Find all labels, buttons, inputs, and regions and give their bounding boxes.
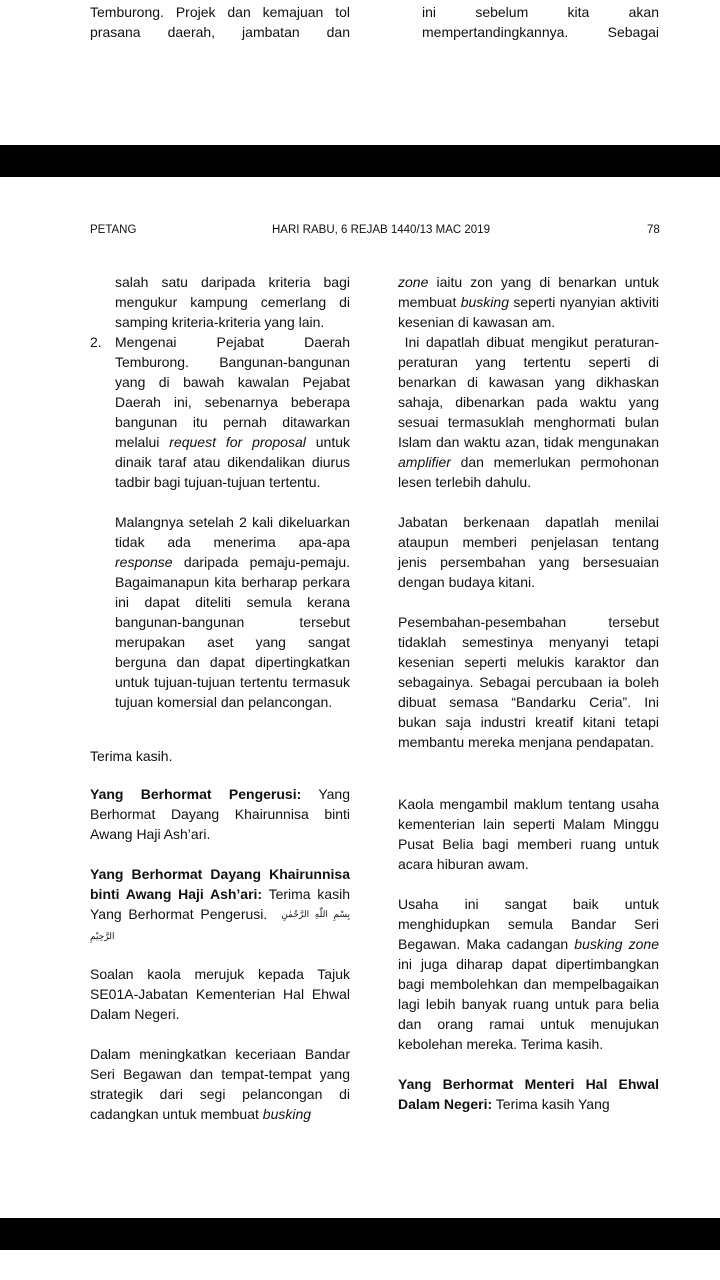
right-p6-text-b: ini juga diharap dapat dipertimbangkan bagi membolehkan dan mempelbagaikan lagi lebih banyak ruang untuk para belia dan orang ramai untuk menujukan kebolehan mereka. Terima kasih.: [398, 956, 659, 1052]
page-separator-bar-bottom: [0, 1218, 720, 1250]
left-last-text: Dalam meningkatkan keceriaan Bandar Seri Begawan dan tempat-tempat yang strategik dari segi pelancongan di cadangkan untuk membuat: [90, 1046, 350, 1122]
list-item-2-text-b: untuk dinaik taraf atau dikendalikan diurus tadbir bagi tujuan-tujuan tertentu.: [115, 434, 351, 490]
speaker-pengerusi: [90, 784, 350, 844]
left-p1-line-1: salah satu daripada kriteria bagi: [115, 274, 350, 290]
prev-right-line-1: ini sebelum kita akan: [422, 4, 659, 20]
speaker-menteri: [398, 1074, 659, 1114]
left-p1-line-2: mengukur kampung cemerlang di: [115, 294, 350, 310]
header-session: PETANG: [90, 224, 137, 236]
left-p1-line-3: samping kriteria-kriteria yang lain.: [115, 314, 325, 330]
bismillah-calligraphy: بِسْمِ اللّٰهِ الرَّحْمٰنِ الرَّحِيْمِ: [90, 910, 350, 942]
speaker-3-text: Terima kasih Yang: [495, 1096, 610, 1112]
right-para-zone: [398, 272, 659, 332]
list-item-2-text: [115, 332, 350, 492]
right-para-kaola: Kaola mengambil maklum tentang usaha kementerian lain seperti Malam Minggu Pusat Belia bagi memberi ruang untuk acara hiburan awam.: [398, 796, 659, 872]
speaker-2-name: Yang Berhormat Dayang Khairunnisa binti Awang Haji Ash’ari:: [90, 866, 350, 902]
list-item-2-text-a: Mengenai Pejabat Daerah Temburong. Bangunan-bangunan yang di bawah kawalan Pejabat Daerah ini, sebenarnya beberapa bangunan itu pernah ditawarkan melalui: [115, 334, 350, 450]
left-p3-italic: response: [115, 554, 173, 570]
right-p2-text-a: Ini dapatlah dibuat mengikut peraturan-peraturan yang tertentu seperti di benarkan di kawasan yang dikhaskan sahaja, dibenarkan pada waktu yang sesuai termasuklah menghormati bulan Islam dan waktu azan, tidak mengunakan: [398, 334, 659, 450]
prev-left-line-2: prasana daerah, jambatan dan: [90, 24, 350, 40]
right-para-peraturan: [398, 332, 659, 492]
left-p3-text-b: daripada pemaju-pemaju. Bagaimanapun kita berharap perkara ini dapat diteliti semula kerana bangunan-bangunan tersebut merupakan aset yang sangat berguna dan dapat dipertingkatkan untuk tujuan-tujuan tertentu termasuk tujuan komersial dan pelancongan.: [115, 554, 350, 710]
right-p2-text-b: dan memerlukan permohonan lesen terlebih dahulu.: [398, 454, 660, 490]
right-p1-italic-2: busking: [460, 294, 509, 310]
left-last-italic: busking: [262, 1106, 312, 1122]
right-p1-text-a: iaitu zon yang di benarkan untuk membuat: [398, 274, 660, 310]
header-page-number: 78: [647, 224, 660, 236]
speaker-3-name: Yang Berhormat Menteri Hal Ehwal Dalam Negeri:: [398, 1076, 659, 1112]
right-p6-text-a: Usaha ini sangat baik untuk menghidupkan semula Bandar Seri Begawan. Maka cadangan: [398, 896, 659, 952]
list-item-2-italic: request for proposal: [169, 434, 306, 450]
right-para-usaha: [398, 894, 659, 1054]
left-para-dalam: [90, 1044, 350, 1124]
speaker-2-text: Terima kasih Yang Berhormat Pengerusi.: [90, 886, 350, 922]
left-para-soalan: Soalan kaola merujuk kepada Tajuk SE01A-Jabatan Kementerian Hal Ehwal Dalam Negeri.: [90, 966, 350, 1022]
page-separator-bar: [0, 145, 720, 177]
header-date: HARI RABU, 6 REJAB 1440/13 MAC 2019: [272, 224, 490, 236]
right-p1-text-b: seperti nyanyian aktiviti kesenian di kawasan am.: [398, 294, 660, 330]
left-para-continued: [115, 272, 350, 332]
list-number: 2.: [90, 334, 102, 350]
left-thanks: Terima kasih.: [90, 748, 173, 764]
left-p3-text-a: Malangnya setelah 2 kali dikeluarkan tidak ada menerima apa-apa: [115, 514, 350, 550]
prev-page-right-text: [422, 2, 659, 42]
prev-page-left-text: [90, 2, 350, 42]
speaker-khairunnisa: [90, 864, 350, 947]
speaker-1-name: Yang Berhormat Pengerusi:: [90, 786, 302, 802]
right-p1-italic-1: zone: [398, 274, 429, 290]
right-para-jabatan: Jabatan berkenaan dapatlah menilai ataupun memberi penjelasan tentang jenis persembahan yang bersesuaian dengan budaya kitani.: [398, 514, 659, 590]
prev-left-line-1: Temburong. Projek dan kemajuan tol: [90, 4, 350, 20]
right-p6-italic: busking zone: [574, 936, 659, 952]
right-p2-italic: amplifier: [398, 454, 451, 470]
right-para-pesembahan: Pesembahan-pesembahan tersebut tidaklah semestinya menyanyi tetapi kesenian seperti melukis karaktor dan sebagainya. Sebagai percubaan ia boleh dibuat semasa “Bandarku Ceria”. Ini bukan saja industri kreatif kitani tetapi membantu mereka menjana pendapatan.: [398, 614, 659, 750]
speaker-1-text: Yang Berhormat Dayang Khairunnisa binti Awang Haji Ash’ari.: [90, 786, 350, 842]
list-item-2: [90, 332, 350, 492]
prev-right-line-2: mempertandingkannya. Sebagai: [422, 24, 659, 40]
left-para-malangnya: [115, 512, 350, 712]
